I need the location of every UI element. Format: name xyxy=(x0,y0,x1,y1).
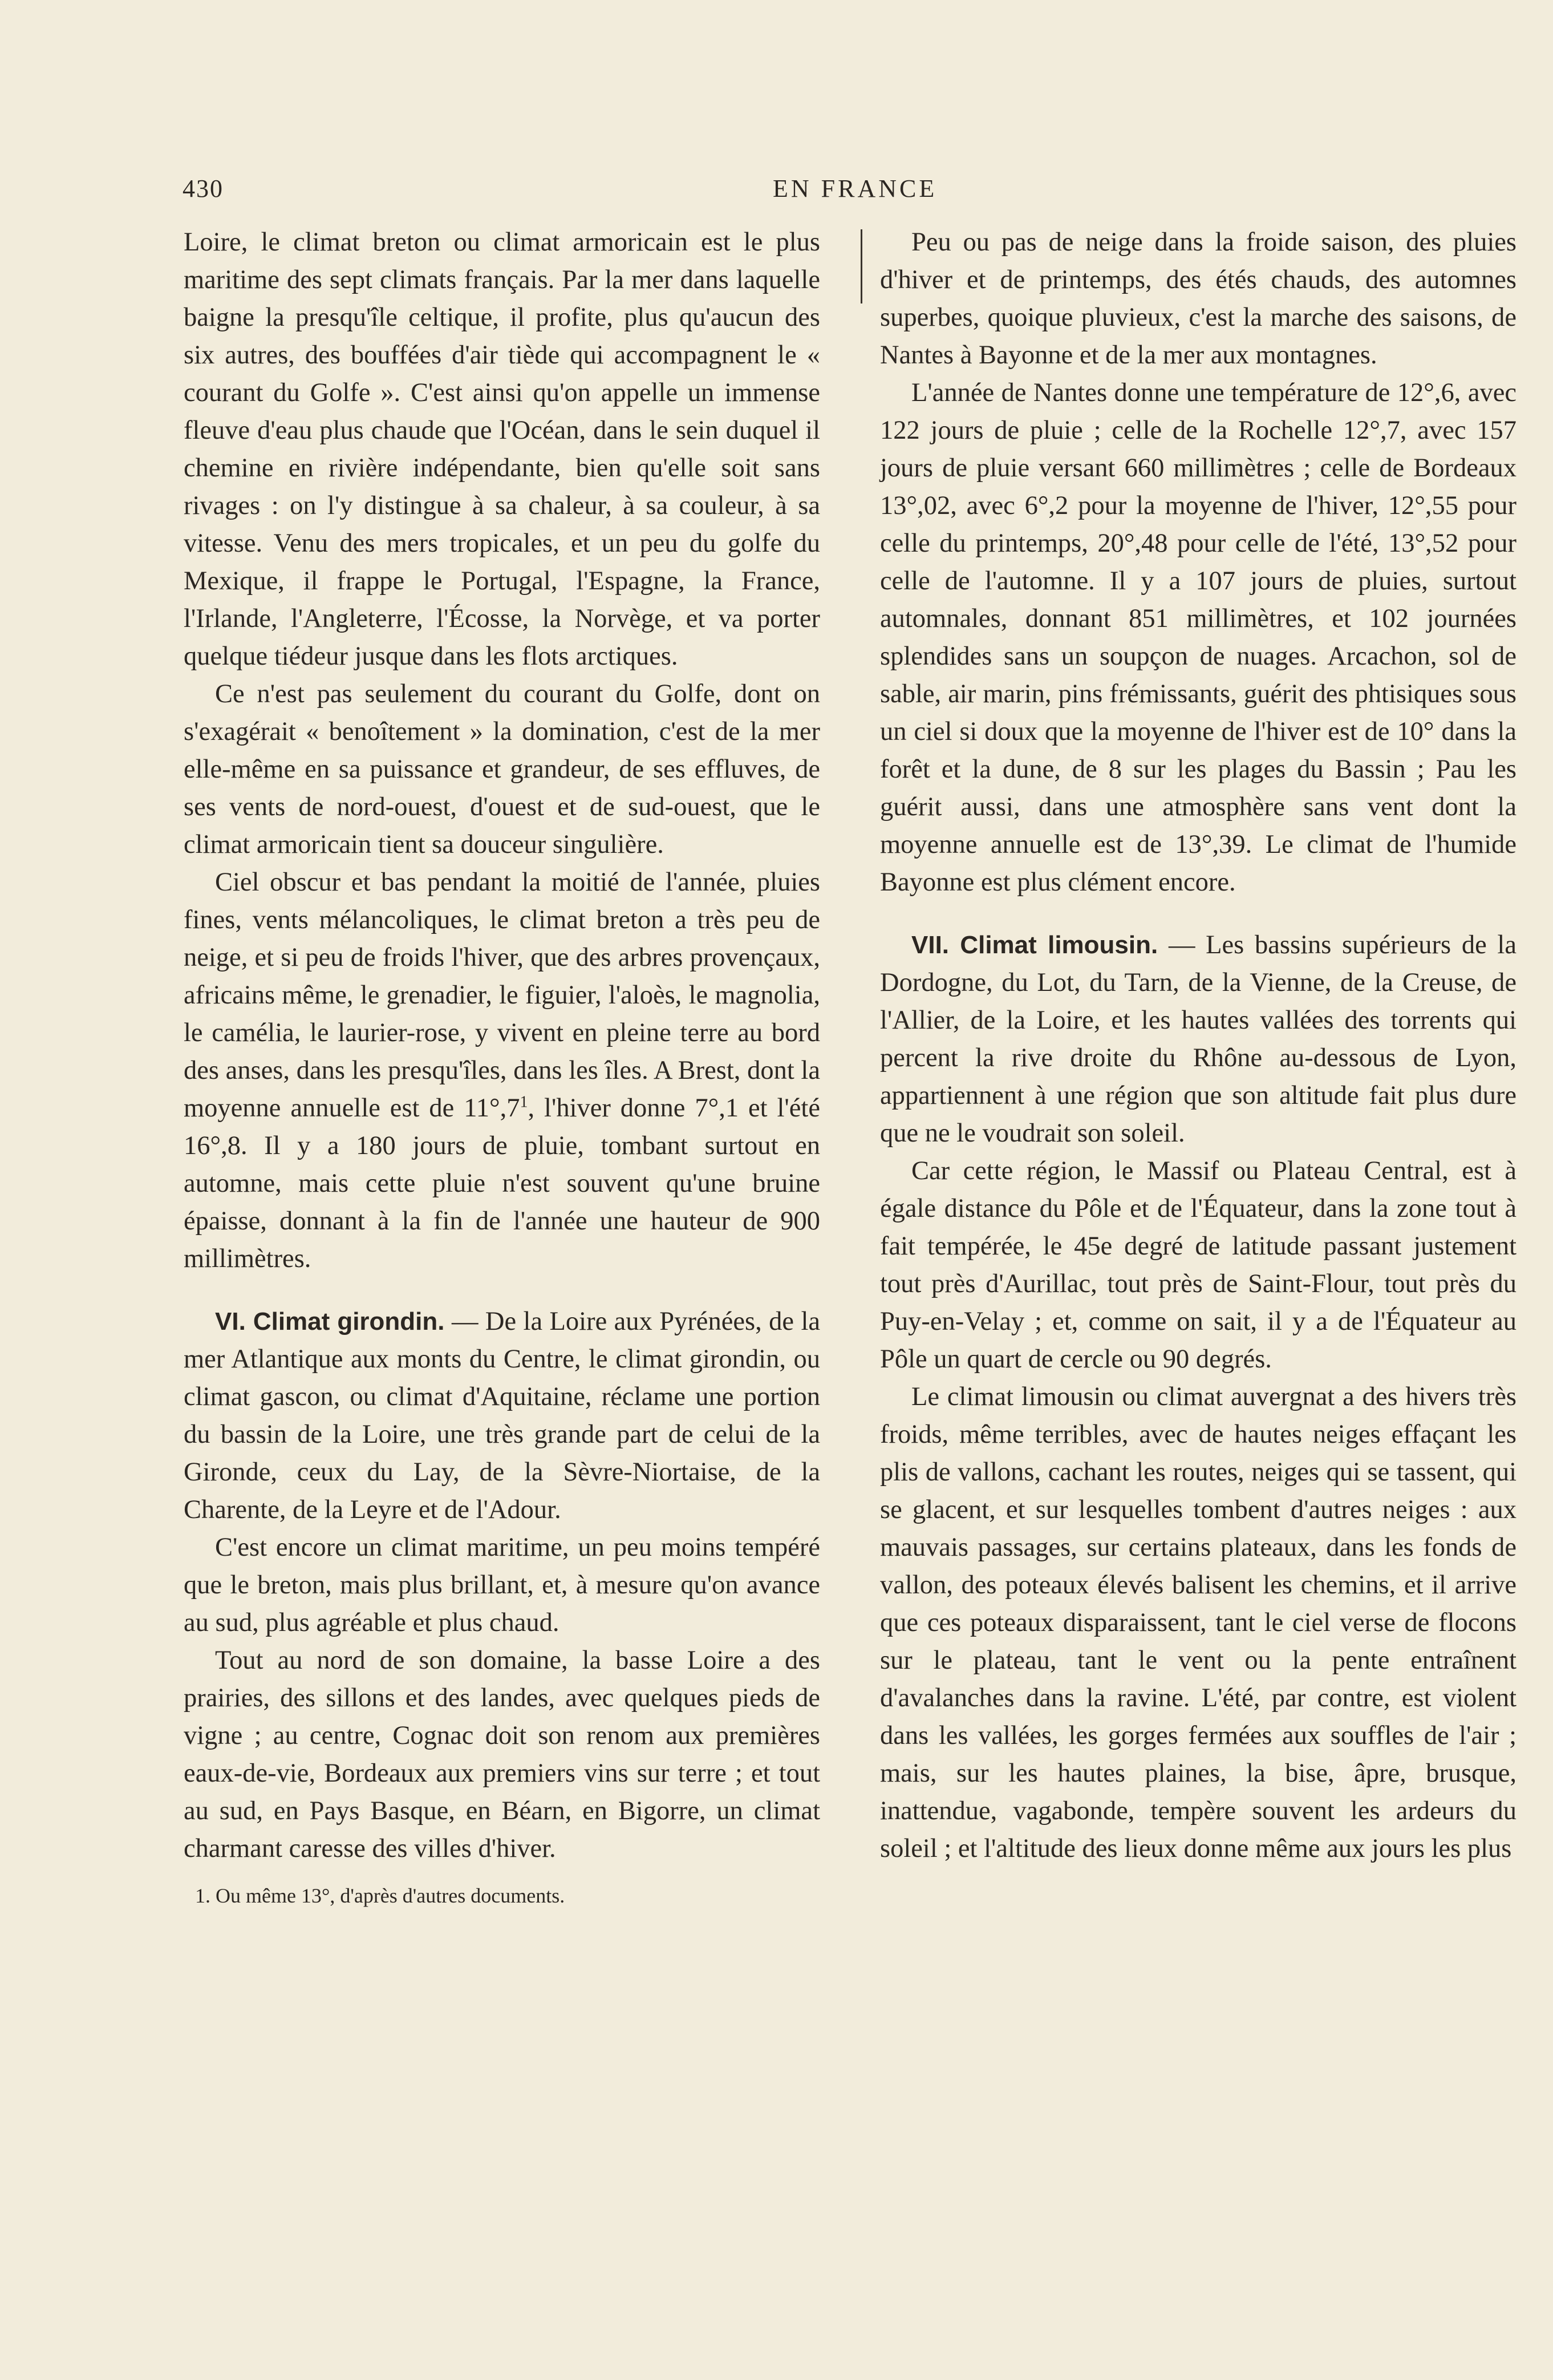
paragraph: Le climat limousin ou climat auvergnat a des hivers très froids, même terribles, avec de hautes neiges effaçant les plis de vallons, cachant les routes, neiges qui se tassent, qui se glacent, et sur lesquelles tombent d'autres neiges : aux mauvais passages, sur certains plateaux, dans les fonds de vallon, des poteaux élevés balisent les chemins, et il arrive que ces poteaux disparaissent, tant le ciel verse de flocons sur le plateau, tant le vent ou la pente entraînent d'avalanches dans la ravine. L'été, par contre, est violent dans les vallées, les gorges fermées aux souffles de l'air ; mais, sur les hautes plaines, la bise, âpre, brusque, inattendue, vagabonde, tempère souvent les ardeurs du soleil ; et l'altitude des lieux donne même aux jours les plus xyxy=(880,1382,1516,1863)
section-title: VI. Climat girondin. xyxy=(215,1308,445,1335)
footnote-marker: 1 xyxy=(520,1093,528,1111)
running-head: EN FRANCE xyxy=(773,175,938,203)
section-text: — Les bassins supérieurs de la Dordogne, du Lot, du Tarn, de la Vienne, de la Creuse, de l'Allier, de la Loire, et les hautes vallées des torrents qui percent la rive droite du Rhône au-dessous de Lyon, appartiennent à une région que son altitude fait plus dure que ne le voudrait son soleil. xyxy=(880,930,1516,1148)
paragraph: Loire, le climat breton ou climat armoricain est le plus maritime des sept climats français. Par la mer dans laquelle baigne la presqu'île celtique, il profite, plus qu'aucun des six autres, des bouffées d'air tiède qui accompagnent le « courant du Golfe ». C'est ainsi qu'on appelle un immense fleuve d'eau plus chaude que l'Océan, dans le sein duquel il chemine en rivière indépendante, bien qu'elle soit sans rivages : on l'y distingue à sa chaleur, à sa couleur, à sa vitesse. Venu des mers tropicales, et un peu du golfe du Mexique, il frappe le Portugal, l'Espagne, la France, l'Irlande, l'Angleterre, l'Écosse, la Norvège, et va porter quelque tiédeur jusque dans les flots arctiques. xyxy=(184,228,820,671)
section-title: VII. Climat limousin. xyxy=(911,931,1158,959)
paragraph xyxy=(184,864,820,1278)
paragraph-text: Ciel obscur et bas pendant la moitié de l'année, pluies fines, vents mélancoliques, le climat breton a très peu de neige, et si peu de froids l'hiver, que des arbres provençaux, africains même, le grenadier, le figuier, l'aloès, le magnolia, le camélia, le laurier-rose, y vivent en pleine terre au bord des anses, dans les presqu'îles, dans les îles. A Brest, dont la moyenne annuelle est de 11°,7 xyxy=(184,868,820,1123)
section-text: — De la Loire aux Pyrénées, de la mer Atlantique aux monts du Centre, le climat girondin, ou climat gascon, ou climat d'Aquitaine, réclame une portion du bassin de la Loire, une très grande part de celui de la Gironde, ceux du Lay, de la Sèvre-Niortaise, de la Charente, de la Leyre et de l'Adour. xyxy=(184,1307,820,1524)
section-paragraph xyxy=(880,926,1516,1152)
page-header xyxy=(183,174,1511,208)
right-column xyxy=(880,224,1516,1868)
page-number: 430 xyxy=(183,175,224,203)
column-divider xyxy=(861,229,862,303)
paragraph: Peu ou pas de neige dans la froide saison, des pluies d'hiver et de printemps, des étés chauds, des automnes superbes, quoique pluvieux, c'est la marche des saisons, de Nantes à Bayonne et de la mer aux montagnes. xyxy=(880,228,1516,370)
paragraph: Tout au nord de son domaine, la basse Loire a des prairies, des sillons et des landes, avec quelques pieds de vigne ; au centre, Cognac doit son renom aux premières eaux-de-vie, Bordeaux aux premiers vins sur terre ; et tout au sud, en Pays Basque, en Béarn, en Bigorre, un climat charmant caresse des villes d'hiver. xyxy=(184,1646,820,1863)
paragraph: L'année de Nantes donne une température de 12°,6, avec 122 jours de pluie ; celle de la Rochelle 12°,7, avec 157 jours de pluie versant 660 millimètres ; celle de Bordeaux 13°,02, avec 6°,2 pour la moyenne de l'hiver, 12°,55 pour celle du printemps, 20°,48 pour celle de l'été, 13°,52 pour celle de l'automne. Il y a 107 jours de pluies, surtout automnales, donnant 851 millimètres, et 102 journées splendides sans un soupçon de nuages. Arcachon, sol de sable, air marin, pins frémissants, guérit des phtisiques sous un ciel si doux que la moyenne de l'hiver est de 10° dans la forêt et la dune, de 8 sur les plages du Bassin ; Pau les guérit aussi, dans une atmosphère sans vent dont la moyenne annuelle est de 13°,39. Le climat de l'humide Bayonne est plus clément encore. xyxy=(880,378,1516,897)
section-paragraph xyxy=(184,1303,820,1529)
paragraph-text: , l'hiver donne 7°,1 et l'été 16°,8. Il y a 180 jours de pluie, tombant surtout en automne, mais cette pluie n'est souvent qu'une bruine épaisse, donnant à la fin de l'année une hauteur de 900 millimètres. xyxy=(184,1094,820,1273)
footnote: 1. Ou même 13°, d'après d'autres documents. xyxy=(195,1884,565,1907)
left-column xyxy=(184,224,820,1911)
paragraph: C'est encore un climat maritime, un peu moins tempéré que le breton, mais plus brillant, et, à mesure qu'on avance au sud, plus agréable et plus chaud. xyxy=(184,1533,820,1637)
paragraph: Car cette région, le Massif ou Plateau Central, est à égale distance du Pôle et de l'Équateur, dans la zone tout à fait tempérée, le 45e degré de latitude passant justement tout près d'Aurillac, tout près de Saint-Flour, tout près du Puy-en-Velay ; et, comme on sait, il y a de l'Équateur au Pôle un quart de cercle ou 90 degrés. xyxy=(880,1156,1516,1374)
paragraph: Ce n'est pas seulement du courant du Golfe, dont on s'exagérait « benoîtement » la domination, c'est de la mer elle-même en sa puissance et grandeur, de ses effluves, de ses vents de nord-ouest, d'ouest et de sud-ouest, que le climat armoricain tient sa douceur singulière. xyxy=(184,679,820,859)
